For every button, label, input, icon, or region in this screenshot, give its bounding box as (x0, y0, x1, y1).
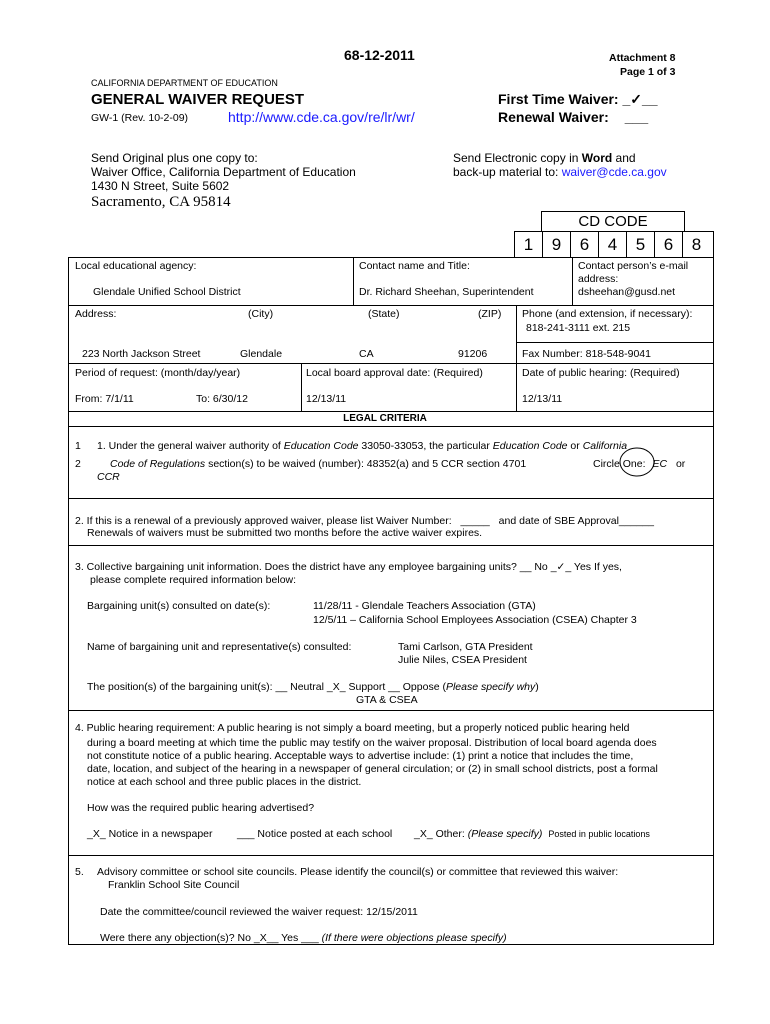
form-divider (353, 257, 354, 305)
city-value: Glendale (240, 348, 283, 360)
renewal-waiver (498, 109, 648, 125)
consulted-label: Bargaining unit(s) consulted on date(s): (87, 600, 271, 612)
form-code: GW-1 (Rev. 10-2-09) (91, 112, 189, 124)
hearing-option-other-a: _X_ Other: (414, 828, 468, 840)
hearing-option-school: ___ Notice posted at each school (237, 828, 393, 840)
hearing-option-newspaper: _X_ Notice in a newspaper (87, 828, 213, 840)
mailing-line-1: Send Original plus one copy to: (91, 151, 258, 165)
form-divider (572, 257, 573, 305)
cd-code-digits (514, 231, 714, 258)
fax-value: Fax Number: 818-548-9041 (522, 348, 651, 360)
cd-code-digit: 1 (514, 232, 542, 258)
lea-label: Local educational agency: (75, 260, 197, 272)
circle-one-label: Circle One: (593, 458, 646, 470)
electronic-word: Word (581, 151, 613, 165)
legal-line-1 (97, 440, 627, 452)
representative-label: Name of bargaining unit and representative(s) consulted: (87, 641, 352, 653)
representative-value-2: Julie Niles, CSEA President (398, 654, 527, 666)
form-border-right (713, 257, 714, 945)
state-label: (State) (368, 308, 400, 320)
hearing-paragraph-5: notice at each school and three public places in the district. (87, 776, 362, 788)
renewal-waiver-number: _____ (460, 515, 490, 527)
hearing-option-other-b: (Please specify) (467, 828, 543, 840)
hearing-date-value: 12/13/11 (522, 393, 563, 405)
contact-value: Dr. Richard Sheehan, Superintendent (359, 286, 534, 298)
form-divider (68, 257, 714, 258)
legal-num-2: 2 (75, 458, 81, 470)
electronic-line-1-pre: Send Electronic copy in (453, 151, 582, 165)
period-to: To: 6/30/12 (196, 393, 248, 405)
electronic-line-2 (453, 165, 667, 179)
legal-line-3: CCR (97, 471, 120, 483)
waiver-url-link[interactable]: http://www.cde.ca.gov/re/lr/wr/ (228, 109, 415, 125)
address-label: Address: (75, 308, 117, 320)
zip-value: 91206 (458, 348, 488, 360)
representative-value-1: Tami Carlson, GTA President (398, 641, 533, 653)
legal-line-1-a: 1. Under the general waiver authority of (97, 440, 284, 452)
cd-code-digit: 5 (626, 232, 654, 258)
first-time-tail: __ (642, 91, 658, 107)
hearing-paragraph-2: during a board meeting at which time the public may testify on the waiver proposal. Distribution of local board agenda does (87, 737, 657, 749)
advisory-objections-a: Were there any objection(s)? No _X__ Yes ___ (100, 932, 322, 944)
hearing-option-other-c: Posted in public locations (548, 829, 650, 839)
bargaining-question-a: 3. Collective bargaining unit information. Does the district have any employee bargaining units? __ No _ (75, 561, 557, 573)
cd-code-digit: 6 (570, 232, 598, 258)
circle-ec: EC (652, 458, 668, 470)
board-approval-label: Local board approval date: (Required) (306, 367, 483, 379)
form-divider (516, 305, 517, 411)
board-approval-value: 12/13/11 (306, 393, 347, 405)
electronic-line-1 (453, 151, 636, 165)
cd-code-digit: 9 (542, 232, 570, 258)
legal-criteria-heading: LEGAL CRITERIA (343, 413, 427, 424)
legal-line-2 (110, 458, 526, 470)
form-border-left (68, 257, 69, 945)
advisory-objections-b: (If there were objections please specify) (321, 932, 507, 944)
renewal-label: Renewal Waiver: (498, 109, 609, 125)
bargaining-check: ✓ (556, 561, 566, 573)
form-divider (68, 411, 714, 412)
position-note: GTA & CSEA (356, 694, 418, 706)
first-time-waiver (498, 91, 658, 108)
hearing-paragraph-3: not constitute notice of a public hearing. Acceptable ways to advertise include: (1) print a notice that includes the time, (87, 750, 634, 762)
legal-line-1-c: 33050-33053, the particular (358, 440, 493, 452)
renewal-question (75, 515, 654, 527)
form-divider (68, 498, 714, 499)
form-border-bottom (68, 944, 714, 945)
renewal-note: Renewals of waivers must be submitted two months before the active waiver expires. (87, 527, 483, 539)
phone-value: 818-241-3111 ext. 215 (526, 322, 631, 334)
attachment-label: Attachment 8 (609, 52, 676, 64)
form-divider (68, 545, 714, 546)
legal-num-1: 1 (75, 440, 81, 452)
legal-line-1-d: Education Code (492, 440, 568, 452)
form-divider (68, 363, 714, 364)
period-label: Period of request: (month/day/year) (75, 367, 241, 379)
electronic-line-2-pre: back-up material to: (453, 165, 562, 179)
advisory-council: Franklin School Site Council (108, 879, 240, 891)
consulted-value-1: 11/28/11 - Glendale Teachers Association (GTA) (313, 600, 536, 612)
phone-label: Phone (and extension, if necessary): (522, 308, 693, 320)
position-line-c: ) (535, 681, 539, 693)
legal-line-1-b: Education Code (283, 440, 359, 452)
cd-code-digit: 6 (654, 232, 682, 258)
state-value: CA (359, 348, 374, 360)
street-value: 223 North Jackson Street (82, 348, 201, 360)
hand-drawn-circle (617, 445, 657, 479)
legal-line-2-b: section(s) to be waived (number): 48352(a) and 5 CCR section 4701 (205, 458, 527, 470)
form-title: GENERAL WAIVER REQUEST (91, 91, 305, 108)
position-line-b: Please specify why (445, 681, 536, 693)
form-divider (301, 363, 302, 411)
lea-value: Glendale Unified School District (93, 286, 241, 298)
advisory-number: 5. (75, 866, 84, 878)
item-number: 68-12-2011 (344, 47, 415, 63)
first-time-label: First Time Waiver: _ (498, 91, 631, 107)
contact-label: Contact name and Title: (359, 260, 470, 272)
form-divider (68, 305, 714, 306)
first-time-check: ✓ (630, 91, 643, 107)
zip-label: (ZIP) (478, 308, 502, 320)
page-label: Page 1 of 3 (620, 66, 676, 78)
hearing-question: How was the required public hearing advertised? (87, 802, 315, 814)
mailing-line-2: Waiver Office, California Department of Education (91, 165, 356, 179)
advisory-question: Advisory committee or school site councils. Please identify the council(s) or committee that reviewed this waiver: (97, 866, 619, 878)
renewal-question-a: 2. If this is a renewal of a previously approved waiver, please list Waiver Number: (75, 515, 452, 527)
advisory-objections (100, 932, 507, 944)
hearing-paragraph-4: date, location, and subject of the hearing in a newspaper of general circulation; or (2) in small school districts, post a formal (87, 763, 658, 775)
waiver-email-link[interactable]: waiver@cde.ca.gov (561, 165, 667, 179)
form-divider (68, 710, 714, 711)
consulted-value-2: 12/5/11 – California School Employees Association (CSEA) Chapter 3 (313, 614, 637, 626)
bargaining-question (75, 561, 622, 573)
period-from: From: 7/1/11 (75, 393, 134, 405)
legal-line-1-e: or (567, 440, 583, 452)
mailing-line-4: Sacramento, CA 95814 (91, 194, 231, 210)
city-label: (City) (248, 308, 274, 320)
legal-line-1-f: California (582, 440, 628, 452)
email-label-2: address: (578, 273, 619, 285)
email-label-1: Contact person’s e-mail (578, 260, 689, 272)
hearing-paragraph-1: 4. Public hearing requirement: A public hearing is not simply a board meeting, but a properly noticed public hearing held (75, 722, 630, 734)
renewal-blank: ___ (624, 109, 649, 125)
bargaining-instructions: please complete required information below: (90, 574, 297, 586)
form-divider (68, 855, 714, 856)
form-divider (68, 426, 714, 427)
circle-or: or (675, 458, 686, 470)
bargaining-question-b: _ Yes If yes, (565, 561, 622, 573)
form-divider (516, 342, 714, 343)
cd-code-digit: 8 (682, 232, 710, 258)
mailing-line-3: 1430 N Street, Suite 5602 (91, 179, 230, 193)
renewal-sbe-date: and date of SBE Approval______ (498, 515, 654, 527)
advisory-date: Date the committee/council reviewed the waiver request: 12/15/2011 (100, 906, 418, 918)
cd-code-digit: 4 (598, 232, 626, 258)
legal-line-2-a: Code of Regulations (110, 458, 206, 470)
cd-code-label: CD CODE (541, 211, 685, 232)
email-value: dsheehan@gusd.net (578, 286, 676, 298)
department-name: CALIFORNIA DEPARTMENT OF EDUCATION (91, 78, 278, 88)
electronic-line-1-post: and (612, 151, 636, 165)
hearing-option-other (414, 828, 650, 840)
position-line-a: The position(s) of the bargaining unit(s): __ Neutral _X_ Support __ Oppose ( (87, 681, 446, 693)
hearing-date-label: Date of public hearing: (Required) (522, 367, 680, 379)
position-line (87, 681, 539, 693)
